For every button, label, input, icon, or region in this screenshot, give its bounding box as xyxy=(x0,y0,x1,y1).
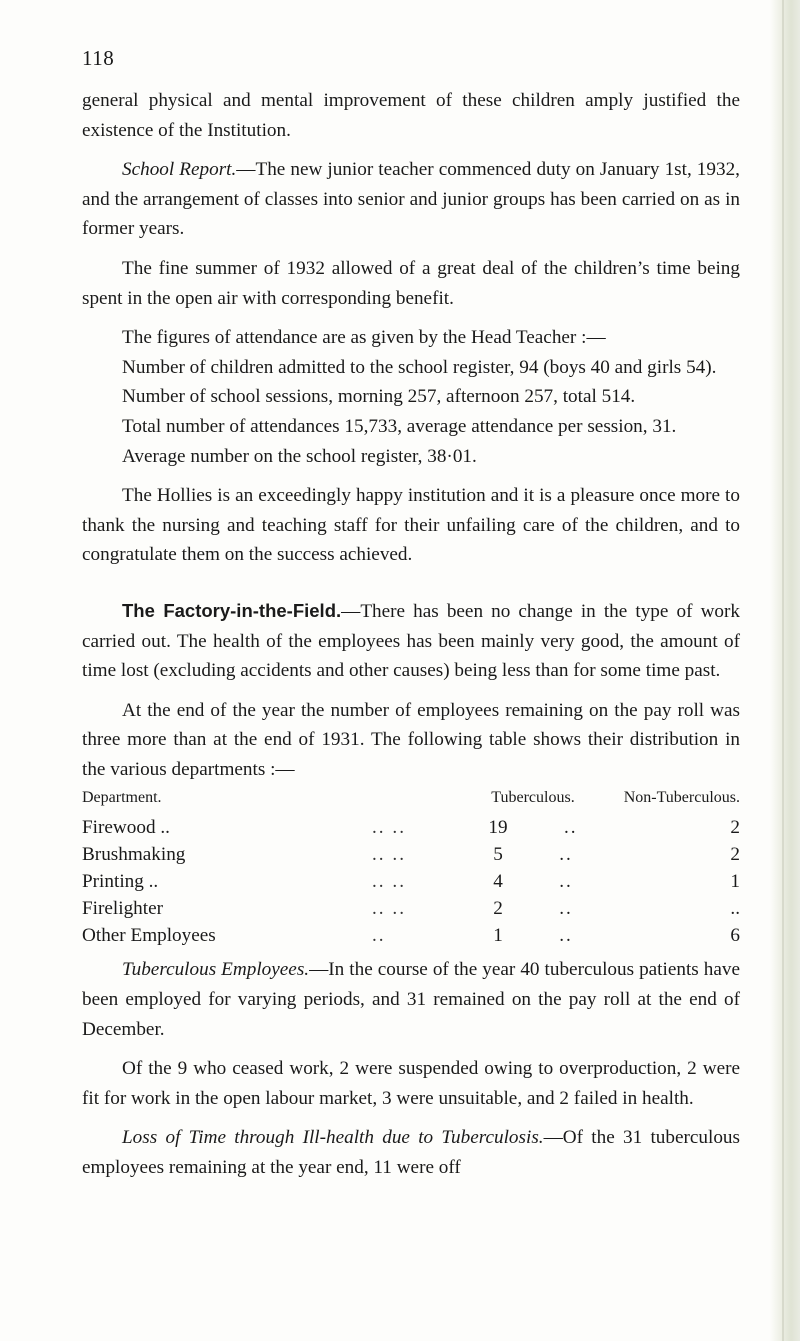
leader-dots: .. xyxy=(559,925,573,947)
tuberculous-employees-heading: Tuberculous Employees. xyxy=(122,959,310,981)
page-body xyxy=(82,86,740,1193)
leader-dots: .. .. xyxy=(372,844,406,866)
dept-cell: Printing .. xyxy=(82,871,159,893)
list-item: Average number on the school register, 38·01. xyxy=(122,445,477,467)
paragraph-school-report xyxy=(82,155,740,244)
dept-cell: Brushmaking xyxy=(82,844,186,866)
loss-of-time-heading: Loss of Time through Ill-health due to Tuberculosis. xyxy=(122,1127,544,1149)
non-tuberculous-cell: 2 xyxy=(730,817,740,839)
tuberculous-cell xyxy=(468,895,598,922)
tuberculous-value: 2 xyxy=(493,898,503,920)
page-number: 118 xyxy=(82,46,115,70)
table-header-row xyxy=(82,786,740,814)
paragraph-continuation: general physical and mental improvement of these children amply justified the existence of the Institution. xyxy=(82,90,740,141)
tuberculous-value: 5 xyxy=(493,844,503,866)
attendance-figures-list xyxy=(82,353,740,471)
list-item: Total number of attendances 15,733, average attendance per session, 31. xyxy=(122,415,677,437)
tuberculous-value: 4 xyxy=(493,871,503,893)
section-gap xyxy=(82,580,740,596)
table-row xyxy=(82,922,740,949)
paragraph-ceased-work: Of the 9 who ceased work, 2 were suspended owing to overproduction, 2 were fit for work in the open labour market, 3 were unsuitable, and 2 failed in health. xyxy=(82,1058,740,1109)
leader-dots: .. xyxy=(559,871,573,893)
paragraph-factory xyxy=(82,596,740,686)
leader-dots: .. xyxy=(559,844,573,866)
tuberculous-value: 19 xyxy=(488,817,508,839)
school-report-heading: School Report. xyxy=(122,159,237,181)
paragraph-pay-roll: At the end of the year the number of employees remaining on the pay roll was three more than at the end of 1931. The following table shows their distribution in the various departments :— xyxy=(82,699,740,780)
non-tuberculous-cell: 1 xyxy=(730,871,740,893)
non-tuberculous-cell: 2 xyxy=(730,844,740,866)
page-edge-shadow xyxy=(770,0,800,1341)
tuberculous-cell xyxy=(468,841,598,868)
tuberculous-cell xyxy=(468,814,598,841)
paragraph-hollies: The Hollies is an exceedingly happy institution and it is a pleasure once more to thank the nursing and teaching staff for their unfailing care of the children, and to congratulate them on the success achieved. xyxy=(82,485,740,566)
department-distribution-table xyxy=(82,786,740,949)
paragraph-tuberculous-employees xyxy=(82,955,740,1044)
dept-cell: Other Employees xyxy=(82,925,216,947)
dept-cell: Firewood .. xyxy=(82,817,170,839)
leader-dots: .. xyxy=(559,898,573,920)
tuberculous-value: 1 xyxy=(493,925,503,947)
leader-dots: .. .. xyxy=(372,817,406,839)
header-tuberculous: Tuberculous. xyxy=(491,789,575,807)
paragraph-attendance-intro: The figures of attendance are as given by the Head Teacher :— xyxy=(122,327,606,349)
table-row xyxy=(82,814,740,841)
factory-text: —There has been no change in the type of work carried out. The health of the employees has been mainly very good, the amount of time lost (excluding accidents and other causes) being less than for some time past. xyxy=(82,600,740,682)
tuberculous-cell xyxy=(468,922,598,949)
tuberculous-employees-text: —In the course of the year 40 tuberculous patients have been employed for varying periods, and 31 remained on the pay roll at the end of December. xyxy=(82,959,740,1040)
table-row xyxy=(82,868,740,895)
paragraph-summer: The fine summer of 1932 allowed of a great deal of the children’s time being spent in the open air with corresponding benefit. xyxy=(82,257,740,309)
factory-heading: The Factory-in-the-Field. xyxy=(122,599,342,621)
list-item: Number of children admitted to the school register, 94 (boys 40 and girls 54). xyxy=(122,356,717,378)
table-row xyxy=(82,841,740,868)
leader-dots: .. xyxy=(564,817,578,839)
leader-dots: .. .. xyxy=(372,871,406,893)
school-report-text: —The new junior teacher commenced duty on January 1st, 1932, and the arrangement of classes into senior and junior groups has been carried on as in former years. xyxy=(82,159,740,240)
dept-cell: Firelighter xyxy=(82,898,163,920)
header-non-tuberculous: Non-Tuberculous. xyxy=(623,789,740,807)
tuberculous-cell xyxy=(468,868,598,895)
leader-dots: .. .. xyxy=(372,898,406,920)
non-tuberculous-cell: .. xyxy=(730,898,740,920)
header-department: Department. xyxy=(82,789,162,807)
list-item: Number of school sessions, morning 257, afternoon 257, total 514. xyxy=(122,386,636,408)
leader-dots: .. xyxy=(372,925,386,947)
paragraph-loss-of-time xyxy=(82,1123,740,1182)
table-row xyxy=(82,895,740,922)
non-tuberculous-cell: 6 xyxy=(730,925,740,947)
loss-of-time-text: —Of the 31 tuberculous employees remaining at the year end, 11 were off xyxy=(82,1127,740,1179)
